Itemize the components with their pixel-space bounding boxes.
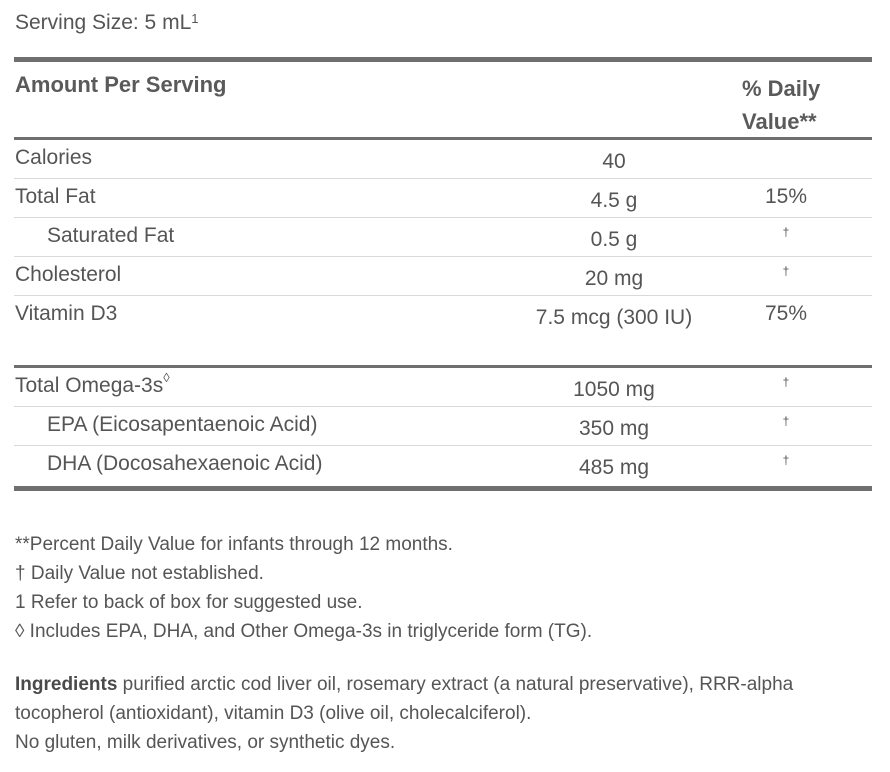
nutrient-daily-value: †	[782, 375, 790, 389]
table-row-epa	[14, 407, 872, 445]
table-bottom-rule	[14, 486, 872, 491]
amount-per-serving-heading: Amount Per Serving	[15, 72, 227, 97]
ingredients-text: purified arctic cod liver oil, rosemary extract (a natural preservative), RRR-alpha tocopherol (antioxidant), vitamin D3 (olive oil, cholecalciferol).	[15, 674, 794, 724]
nutrient-name: EPA (Eicosapentaenoic Acid)	[47, 413, 318, 436]
table-row-saturated-fat	[14, 218, 872, 256]
ingredients	[15, 670, 875, 757]
serving-size-footnote-mark: 1	[191, 11, 199, 26]
table-header	[14, 62, 872, 137]
footnote-serving: 1 Refer to back of box for suggested use.	[15, 592, 363, 613]
table-row-total-fat	[14, 179, 872, 217]
table-row-total-omega-3s	[14, 368, 872, 406]
lozenge-footnote-mark: ◊	[163, 370, 170, 385]
nutrient-daily-value: 15%	[764, 185, 808, 208]
nutrient-name: Total Fat	[15, 185, 96, 208]
nutrient-daily-value: †	[782, 414, 790, 428]
table-row-calories	[14, 140, 872, 178]
nutrient-daily-value: 75%	[764, 302, 808, 325]
nutrient-amount: 1050 mg	[573, 378, 655, 401]
serving-size-label: Serving Size: 5 mL	[15, 11, 192, 34]
daily-value-heading: % Daily Value**	[742, 76, 821, 134]
footnote-dagger: † Daily Value not established.	[15, 563, 264, 584]
ingredients-paragraph	[15, 670, 875, 728]
nutrient-daily-value: †	[782, 264, 790, 278]
nutrient-name	[15, 370, 170, 398]
nutrient-amount: 7.5 mcg (300 IU)	[535, 306, 693, 329]
ingredients-note: No gluten, milk derivatives, or synthetic dyes.	[15, 732, 396, 753]
nutrient-name: Saturated Fat	[47, 224, 175, 247]
table-row-cholesterol	[14, 257, 872, 295]
nutrient-amount: 0.5 g	[590, 228, 638, 251]
table-row-dha	[14, 446, 872, 486]
nutrient-name: Cholesterol	[15, 263, 122, 286]
footnotes	[15, 530, 592, 646]
nutrient-amount: 20 mg	[584, 267, 644, 290]
nutrient-amount: 485 mg	[578, 456, 650, 479]
table-row-vitamin-d3	[14, 296, 872, 365]
footnote-daily-value-infants: **Percent Daily Value for infants through 12 months.	[15, 534, 453, 555]
nutrition-table	[14, 57, 872, 491]
nutrient-amount: 4.5 g	[590, 189, 638, 212]
nutrient-daily-value: †	[782, 225, 790, 239]
footnote-lozenge: ◊ Includes EPA, DHA, and Other Omega-3s in triglyceride form (TG).	[15, 621, 593, 642]
nutrient-daily-value: †	[782, 453, 790, 467]
nutrient-amount: 350 mg	[578, 417, 650, 440]
serving-size	[15, 8, 198, 38]
nutrient-name: DHA (Docosahexaenoic Acid)	[47, 452, 323, 475]
nutrient-name: Calories	[15, 146, 93, 169]
nutrient-name: Vitamin D3	[15, 302, 118, 325]
ingredients-label: Ingredients	[15, 674, 118, 695]
nutrient-name-text: Total Omega-3s	[15, 374, 164, 397]
nutrient-amount: 40	[602, 150, 626, 173]
